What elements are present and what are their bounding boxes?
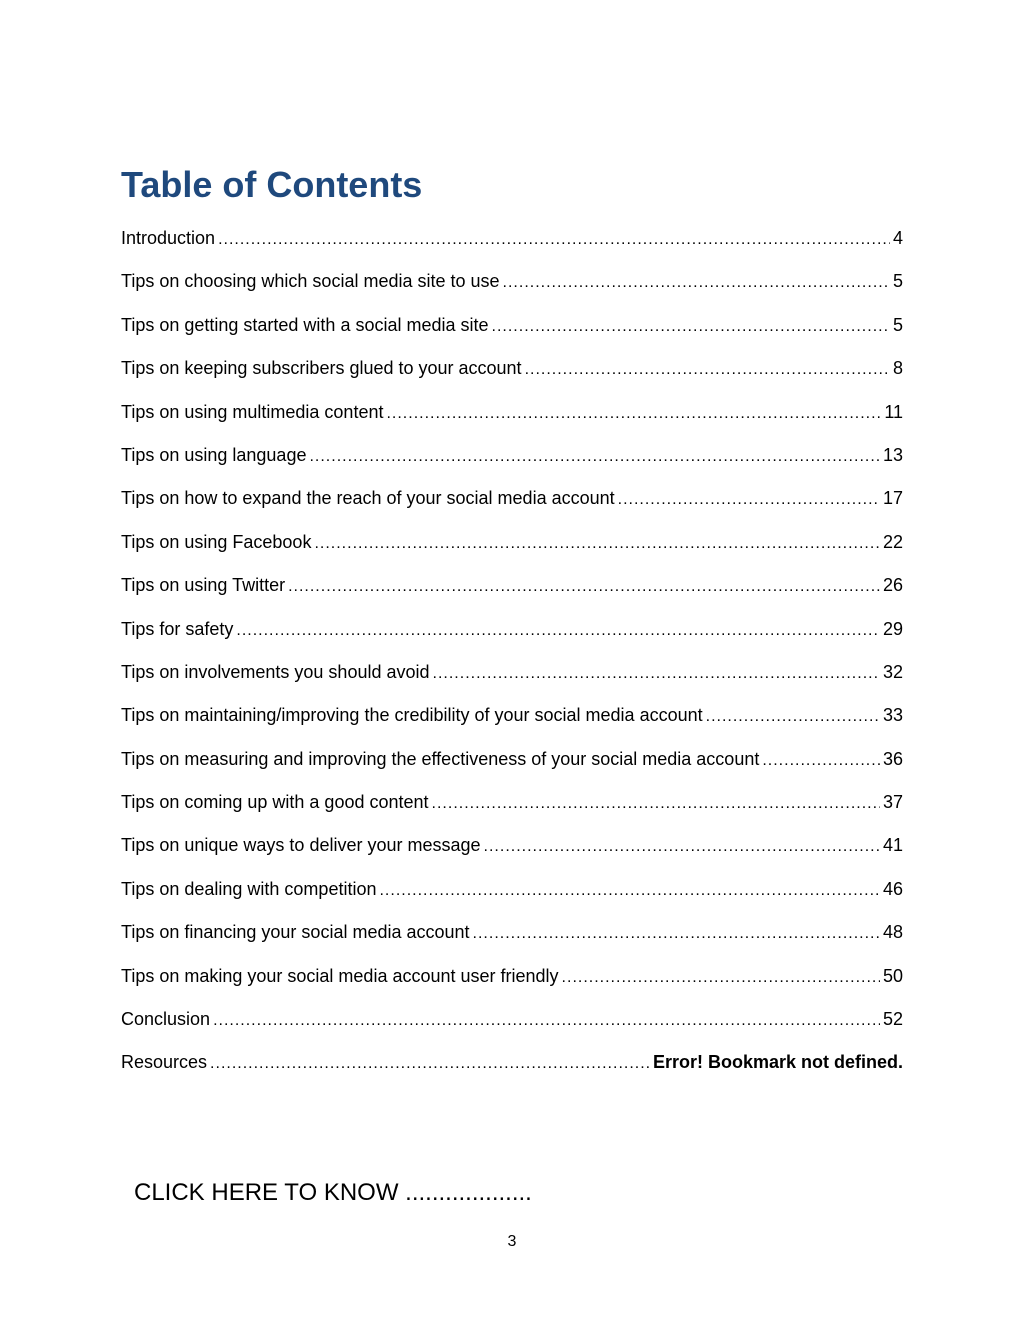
toc-dot-leader	[210, 1051, 650, 1077]
toc-entry[interactable]	[121, 312, 903, 355]
toc-dot-leader	[379, 878, 879, 904]
toc-entry-label: Tips on keeping subscribers glued to your account	[121, 358, 522, 379]
toc-entry[interactable]	[121, 1049, 903, 1092]
toc-entry-label: Tips on maintaining/improving the credibility of your social media account	[121, 705, 703, 726]
toc-entry-label: Tips on getting started with a social media site	[121, 314, 489, 335]
toc-entry[interactable]	[121, 399, 903, 442]
toc-dot-leader	[218, 227, 890, 253]
toc-dot-leader	[762, 748, 880, 774]
toc-entry[interactable]	[121, 963, 903, 1006]
toc-entry-page-error: Error! Bookmark not defined.	[652, 1052, 903, 1073]
toc-entry[interactable]	[121, 1006, 903, 1049]
toc-dot-leader	[525, 357, 890, 383]
toc-dot-leader	[309, 444, 880, 470]
toc-entry-page: 48	[882, 922, 903, 943]
toc-entry-page: 26	[882, 575, 903, 596]
toc-entry-page: 36	[882, 748, 903, 769]
toc-entry-page: 13	[882, 444, 903, 465]
toc-entry-label: Resources	[121, 1052, 208, 1073]
toc-dot-leader	[288, 574, 880, 600]
toc-entry-label: Tips on making your social media account user friendly	[121, 965, 559, 986]
toc-title: Table of Contents	[121, 164, 423, 205]
toc-entry[interactable]	[121, 572, 903, 615]
toc-dot-leader	[236, 618, 880, 644]
toc-entry-page: 4	[892, 228, 903, 248]
page-number: 3	[507, 1233, 517, 1250]
toc-dot-leader	[484, 834, 880, 860]
toc-entry-label: Tips on choosing which social media site to use	[121, 271, 500, 292]
toc-entry-label: Tips for safety	[121, 618, 234, 639]
toc-entry-page: 22	[882, 531, 903, 552]
toc-entry[interactable]	[121, 659, 903, 702]
toc-entry[interactable]	[121, 442, 903, 485]
toc-entry[interactable]	[121, 746, 903, 789]
toc-entry[interactable]	[121, 485, 903, 528]
toc-entry-page: 11	[884, 401, 903, 422]
toc-entry-page: 5	[892, 271, 903, 292]
toc-dot-leader	[433, 661, 880, 687]
toc-entry[interactable]	[121, 529, 903, 572]
toc-entry-label: Tips on unique ways to deliver your message	[121, 835, 481, 856]
toc-entry[interactable]	[121, 268, 903, 311]
toc-dot-leader	[618, 487, 880, 513]
toc-dot-leader	[314, 531, 880, 557]
toc-entry[interactable]	[121, 616, 903, 659]
toc-dot-leader	[562, 965, 880, 991]
toc-entry[interactable]	[121, 876, 903, 919]
toc-entry-label: Tips on using Twitter	[121, 575, 286, 596]
toc-dot-leader	[432, 791, 880, 817]
toc-list	[121, 225, 903, 1093]
toc-entry-label: Conclusion	[121, 1009, 211, 1030]
toc-entry-page: 29	[882, 618, 903, 639]
toc-entry-page: 41	[882, 835, 903, 856]
toc-entry-page: 50	[882, 965, 903, 986]
toc-entry-label: Tips on using multimedia content	[121, 401, 384, 422]
toc-entry[interactable]	[121, 702, 903, 745]
toc-entry-label: Tips on dealing with competition	[121, 878, 377, 899]
toc-entry-label: Introduction	[121, 228, 216, 248]
toc-dot-leader	[386, 401, 881, 427]
toc-dot-leader	[503, 270, 890, 296]
toc-entry[interactable]	[121, 832, 903, 875]
toc-dot-leader	[492, 314, 890, 340]
toc-entry-page: 5	[892, 314, 903, 335]
toc-dot-leader	[473, 921, 880, 947]
toc-entry-page: 52	[882, 1009, 903, 1030]
toc-entry-page: 8	[892, 358, 903, 379]
toc-entry-label: Tips on financing your social media account	[121, 922, 470, 943]
toc-entry-label: Tips on involvements you should avoid	[121, 661, 430, 682]
toc-entry-label: Tips on how to expand the reach of your social media account	[121, 488, 615, 509]
toc-entry[interactable]	[121, 789, 903, 832]
toc-entry[interactable]	[121, 225, 903, 268]
toc-dot-leader	[706, 704, 880, 730]
toc-dot-leader	[213, 1008, 880, 1034]
toc-entry-label: Tips on coming up with a good content	[121, 792, 429, 813]
toc-entry-page: 32	[882, 661, 903, 682]
toc-entry[interactable]	[121, 355, 903, 398]
toc-entry-label: Tips on using language	[121, 444, 307, 465]
toc-entry-page: 17	[882, 488, 903, 509]
toc-entry-page: 33	[882, 705, 903, 726]
toc-entry-page: 46	[882, 878, 903, 899]
toc-entry-label: Tips on measuring and improving the effectiveness of your social media account	[121, 748, 760, 769]
toc-entry-page: 37	[882, 792, 903, 813]
toc-entry-label: Tips on using Facebook	[121, 531, 312, 552]
toc-entry[interactable]	[121, 919, 903, 962]
click-here-link[interactable]: CLICK HERE TO KNOW ...................	[134, 1179, 532, 1206]
